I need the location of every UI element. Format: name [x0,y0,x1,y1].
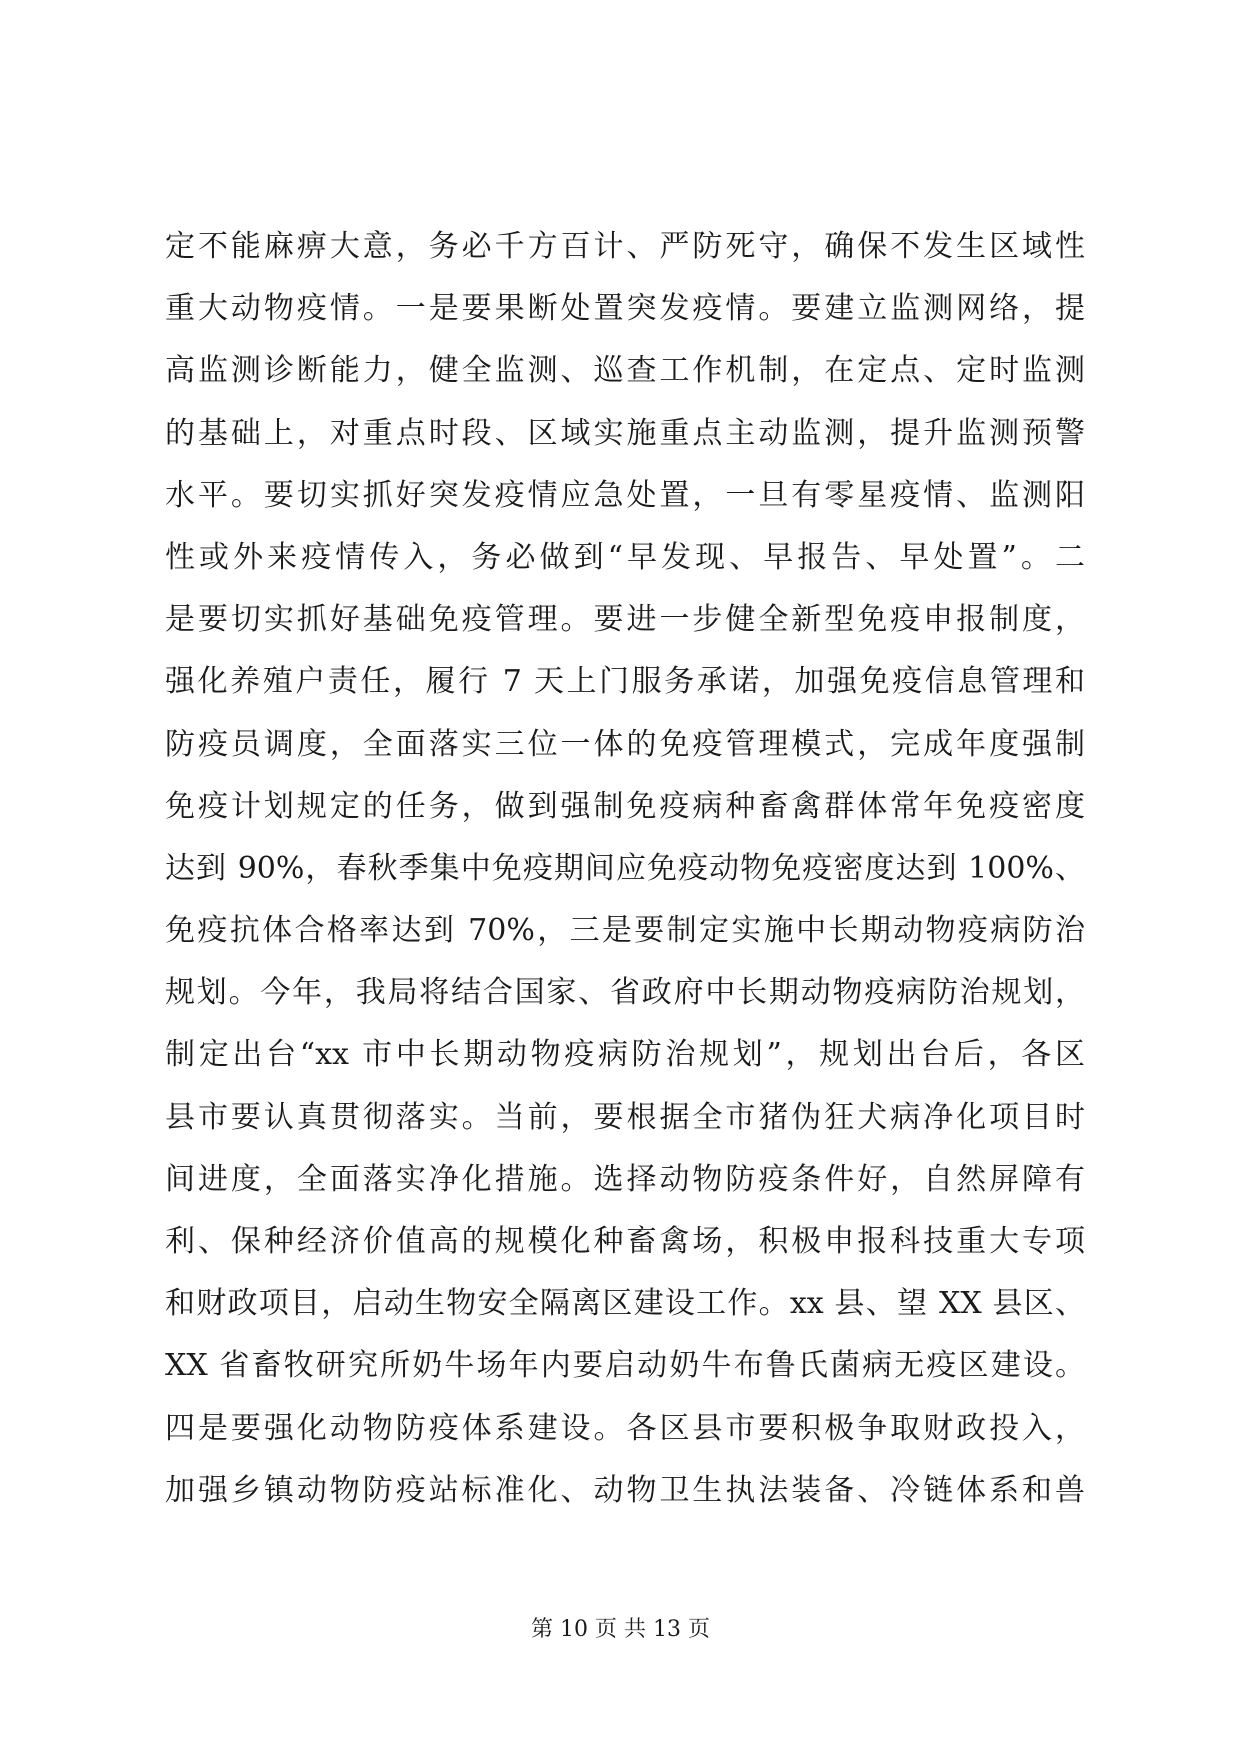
text-line: 高监测诊断能力，健全监测、巡查工作机制，在定点、定时监测 [165,353,1085,389]
text-line: XX 省畜牧研究所奶牛场年内要启动奶牛布鲁氏菌病无疫区建设。 [165,1348,1085,1384]
text-line: 达到 90%，春秋季集中免疫期间应免疫动物免疫密度达到 100%、 [165,850,1085,886]
text-line: 间进度，全面落实净化措施。选择动物防疫条件好，自然屏障有 [165,1161,1085,1197]
text-line: 规划。今年，我局将结合国家、省政府中长期动物疫病防治规划， [165,975,1085,1011]
text-line: 县市要认真贯彻落实。当前，要根据全市猪伪狂犬病净化项目时 [165,1099,1085,1135]
body-paragraph [165,228,1085,1534]
page-number-footer: 第 10 页 共 13 页 [531,1617,710,1642]
text-line: 重大动物疫情。一是要果断处置突发疫情。要建立监测网络，提 [165,291,1085,327]
text-line: 防疫员调度，全面落实三位一体的免疫管理模式，完成年度强制 [165,726,1085,762]
text-line: 和财政项目，启动生物安全隔离区建设工作。xx 县、望 XX 县区、 [165,1286,1085,1322]
text-line: 强化养殖户责任，履行 7 天上门服务承诺，加强免疫信息管理和 [165,664,1085,700]
text-line: 四是要强化动物防疫体系建设。各区县市要积极争取财政投入， [165,1410,1085,1446]
text-line: 免疫计划规定的任务，做到强制免疫病种畜禽群体常年免疫密度 [165,788,1085,824]
text-line: 水平。要切实抓好突发疫情应急处置，一旦有零星疫情、监测阳 [165,477,1085,513]
text-line: 是要切实抓好基础免疫管理。要进一步健全新型免疫申报制度， [165,602,1085,638]
text-line: 制定出台“xx 市中长期动物疫病防治规划”，规划出台后，各区 [165,1037,1085,1073]
text-line: 利、保种经济价值高的规模化种畜禽场，积极申报科技重大专项 [165,1224,1085,1259]
text-line: 的基础上，对重点时段、区域实施重点主动监测，提升监测预警 [165,415,1085,451]
text-line: 定不能麻痹大意，务必千方百计、严防死守，确保不发生区域性 [165,229,1085,264]
text-line: 加强乡镇动物防疫站标准化、动物卫生执法装备、冷链体系和兽 [165,1472,1085,1508]
text-line: 免疫抗体合格率达到 70%，三是要制定实施中长期动物疫病防治 [165,913,1085,949]
text-line: 性或外来疫情传入，务必做到“早发现、早报告、早处置”。二 [165,539,1085,575]
